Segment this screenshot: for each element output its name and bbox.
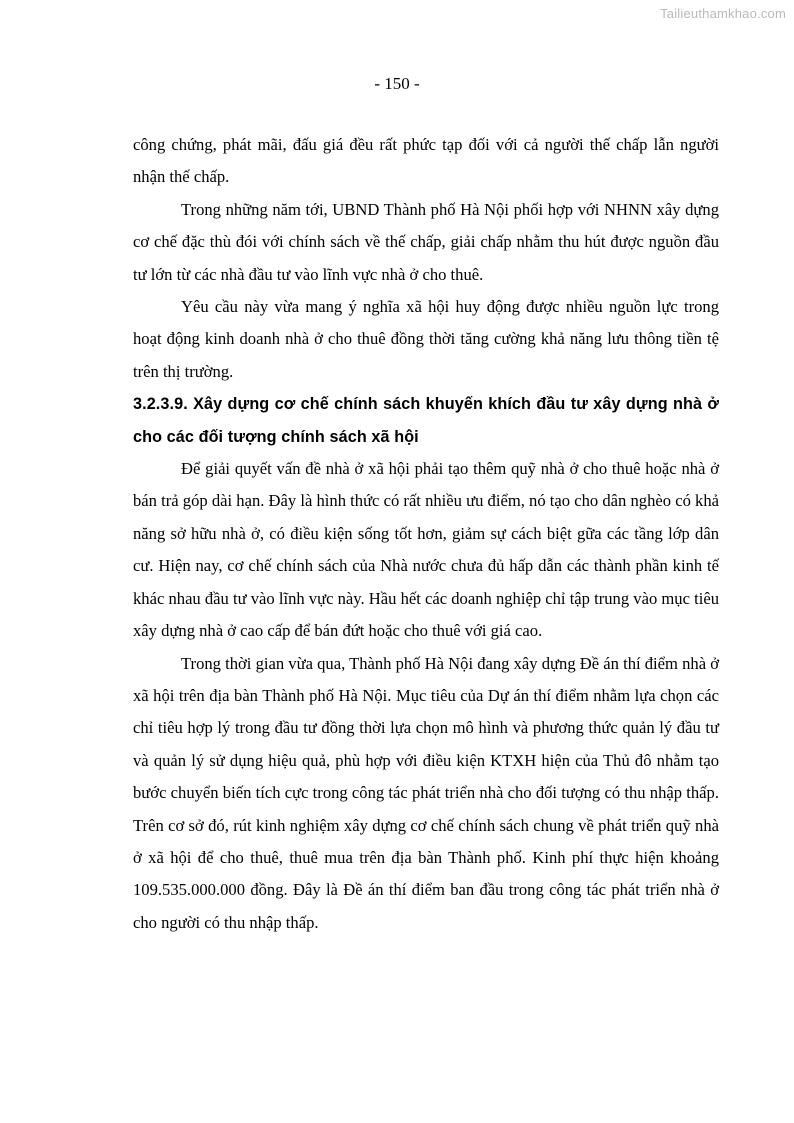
watermark-text: Tailieuthamkhao.com	[660, 6, 786, 21]
paragraph-3: Yêu cầu này vừa mang ý nghĩa xã hội huy động được nhiều nguồn lực trong hoạt động kinh doanh nhà ở cho thuê đồng thời tăng cường khả năng lưu thông tiền tệ trên thị trường.	[133, 297, 719, 381]
paragraph-4: Để giải quyết vấn đề nhà ở xã hội phải tạo thêm quỹ nhà ở cho thuê hoặc nhà ở bán trả góp dài hạn. Đây là hình thức có rất nhiều ưu điểm, nó tạo cho dân nghèo có khả năng sở hữu nhà ở, có điều kiện sống tốt hơn, giảm sự cách biệt gữa các tầng lớp dân cư. Hiện nay, cơ chế chính sách của Nhà nước chưa đủ hấp dẫn các thành phần kinh tế khác nhau đầu tư vào lĩnh vực này. Hầu hết các doanh nghiệp chỉ tập trung vào mục tiêu xây dựng nhà ở cao cấp để bán đứt hoặc cho thuê với giá cao.	[133, 459, 719, 641]
paragraph-2: Trong những năm tới, UBND Thành phố Hà Nội phối hợp với NHNN xây dựng cơ chế đặc thù đói với chính sách về thế chấp, giải chấp nhằm thu hút được nguồn đầu tư lớn từ các nhà đầu tư vào lĩnh vực nhà ở cho thuê.	[133, 199, 719, 284]
document-body	[133, 129, 719, 939]
section-heading: 3.2.3.9. Xây dựng cơ chế chính sách khuyến khích đầu tư xây dựng nhà ở cho các đối tượng chính sách xã hội	[133, 395, 719, 446]
page-number: - 150 -	[374, 74, 420, 93]
paragraph-1: công chứng, phát mãi, đấu giá đều rất phức tạp đối với cả người thế chấp lẫn người nhận thế chấp.	[133, 135, 719, 187]
paragraph-5: Trong thời gian vừa qua, Thành phố Hà Nội đang xây dựng Đề án thí điểm nhà ở xã hội trên địa bàn Thành phố Hà Nội. Mục tiêu của Dự án thí điểm nhằm lựa chọn các chỉ tiêu hợp lý trong đầu tư đồng thời lựa chọn mô hình và phương thức quản lý đầu tư và quản lý sử dụng hiệu quả, phù hợp với điều kiện KTXH hiện của Thủ đô nhằm tạo bước chuyển biến tích cực trong công tác phát triển nhà cho đối tượng có thu nhập thấp. Trên cơ sở đó, rút kinh nghiệm xây dựng cơ chế chính sách chung về phát triển quỹ nhà ở xã hội để cho thuê, thuê mua trên địa bàn Thành phố. Kinh phí thực hiện khoảng 109.535.000.000 đồng. Đây là Đề án thí điểm ban đầu trong công tác phát triển nhà ở cho người có thu nhập thấp.	[133, 653, 719, 932]
